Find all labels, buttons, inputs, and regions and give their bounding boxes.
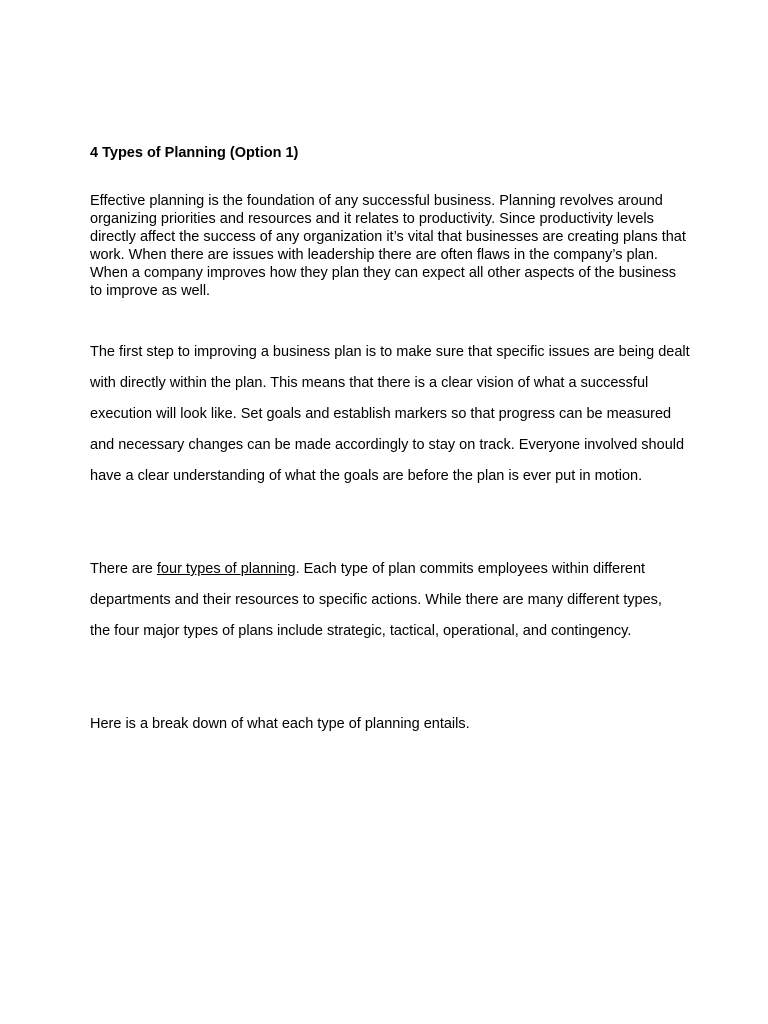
four-types-paragraph — [90, 554, 680, 647]
four-types-lead-text: There are — [90, 561, 157, 577]
breakdown-paragraph: Here is a break down of what each type of planning entails. — [90, 716, 470, 732]
document-title: 4 Types of Planning (Option 1) — [90, 145, 299, 161]
first-step-paragraph: The first step to improving a business plan is to make sure that specific issues are being dealt with directly within the plan. This means that there is a clear vision of what a successful execution will look like. Set goals and establish markers so that progress can be measured and necessary changes can be made accordingly to stay on track. Everyone involved should have a clear understanding of what the goals are before the plan is ever put in motion. — [90, 344, 690, 484]
four-types-of-planning-link[interactable]: four types of planning — [156, 561, 296, 577]
four-types-rest-text: . Each type of plan commits employees within different departments and their resources to specific actions. While there are many different types, the four major types of plans include strategic, tactical, operational, and contingency. — [90, 561, 662, 639]
intro-paragraph: Effective planning is the foundation of any successful business. Planning revolves around organizing priorities and resources and it relates to productivity. Since productivity levels directly affect the success of any organization it’s vital that businesses are creating plans that work. When there are issues with leadership there are often flaws in the company’s plan. When a company improves how they plan they can expect all other aspects of the business to improve as well. — [90, 193, 686, 299]
